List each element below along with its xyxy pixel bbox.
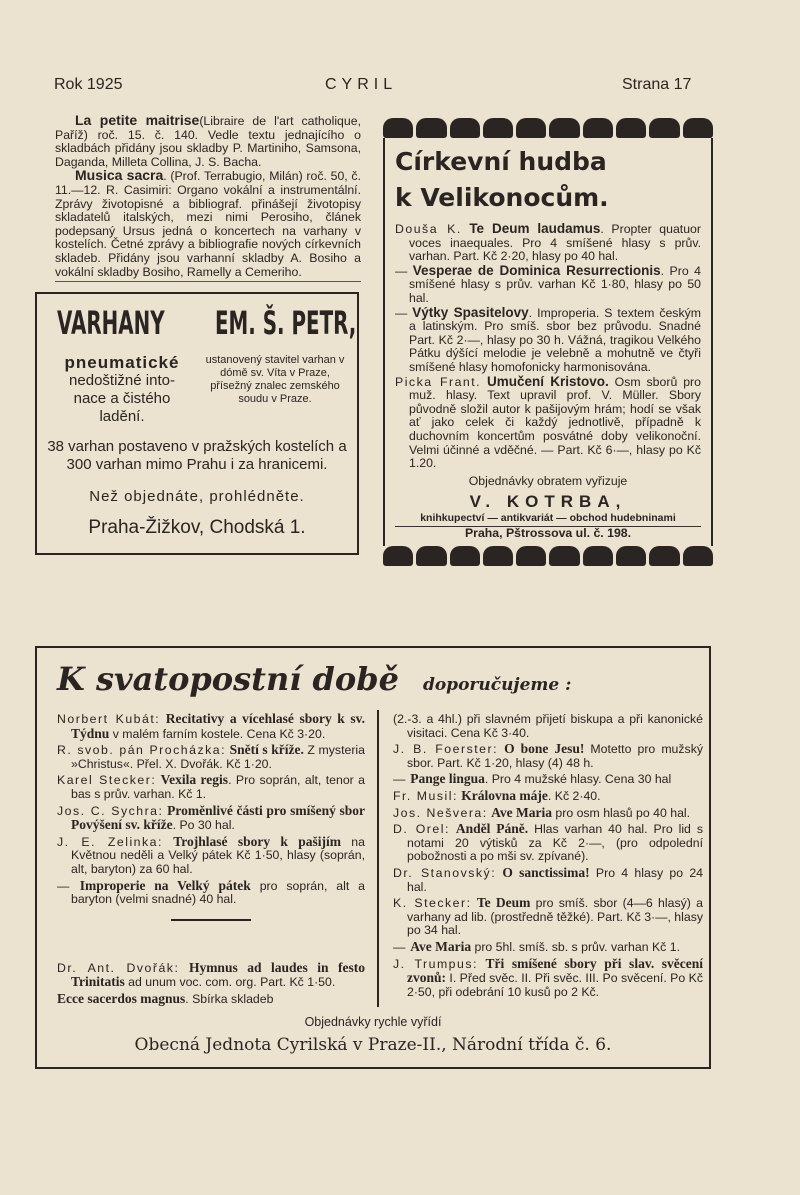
description: pro 5hl. smíš. sb. s prův. varhan Kč 1. [471,939,680,954]
review-title: La petite maitrise [75,112,200,128]
title: Královna máje [461,787,548,803]
author: Dr. Stanovský: [393,865,497,880]
organ-ad [35,292,359,555]
description: . Pro soprán, alt, tenor a bas s prův. varhan. Kč 1. [71,773,366,801]
ad-line: pneumatické [64,353,180,373]
ad-line: nace a čistého [73,390,171,408]
divider [171,919,251,921]
review-title: Musica sacra [75,167,164,184]
description: Motetto pro mužský sbor. Part. Kč 1·20, hlasy (4) 48 h. [407,742,703,770]
list-item: Douša K. Te Deum laudamus. Propter quatuor voces inaequales. Pro 4 smíšené hlasy s prův. varhan. Part. Kč 2·20, hlasy po 40 hal. [395,221,701,264]
list-item [393,789,703,804]
reviews [35,114,361,282]
ad-count: 38 varhan postaveno v pražských kostelích a 300 varhan mimo Prahu i za hranicemi. [47,438,347,474]
author: J. B. Foerster: [393,742,498,757]
ad-credentials: ustanovený stavitel varhan v dómě sv. Víta v Praze, přísežný znalec zemského soudu v Praze. [205,354,345,406]
seller-address: Praha, Pštrossova ul. č. 198. [464,525,632,540]
ad-heading: VARHANY [57,304,165,343]
list-item [393,957,703,1000]
ad-features [47,354,197,426]
ad-heading: EM. Š. PETR, [215,304,357,343]
title: Hymnus ad laudes in festo Trinitatis [71,959,365,990]
ad-subheading: doporučujeme : [422,675,572,695]
author: Jos. Nešvera: [393,805,488,820]
list-item [393,712,703,740]
list-item [57,961,365,990]
lent-ad [35,646,711,1069]
description: . Kč 2·40. [547,788,601,803]
lent-heading-row [37,660,709,698]
list-item [393,940,703,955]
list-item [57,804,365,833]
description: . Po 30 hal. [172,818,235,833]
right-column [383,118,713,566]
title: Pange lingua [410,771,485,787]
author: — [393,939,407,954]
title: Tři smíšené sbory při slav. svěcení zvonů: [407,955,704,986]
description: Z mysteria »Christus«. Přel. X. Dvořák. Kč 1·20. [71,743,365,771]
seller-desc: knihkupectví — antikvariát — obchod hudebninami [395,512,701,527]
list-item [393,806,703,821]
list-item: — Výtky Spasitelovy. Improperia. S textem českým a latinským. Pro smíš. sbor bez průvodu. Snadné Part. Kč 2·—, hlasy po 30 h. Vážná, tragikou Velkého Pátku dýšící melodie je velebně a mohutně ve čtyři smíšené hlasy homofonicky harmonisována. [395,304,701,374]
list-item [57,835,365,877]
list-item [393,772,703,787]
publisher: Obecná Jednota Cyrilská v Praze-II., Národní třída č. 6. [134,1034,612,1055]
author: — [393,772,407,787]
author: Dr. Ant. Dvořák: [57,960,180,975]
description: I. Před svěc. II. Při svěc. III. Po svěcení. Po Kč 2·50, při odebrání 10 kusů po 2 Kč. [407,971,703,999]
description: Hlas varhan 40 hal. Pro lid s notami 20 výtisků za Kč 2·—, (pro odpolední pobožnosti a po mši sv. zpívané). [407,822,703,864]
list-item [393,822,703,864]
left-column [35,114,359,555]
title: Trojhlasé sbory k pašijím [173,833,341,849]
ad-heading: Církevní hudba k Velikonocům. [395,147,609,212]
ad-line: ladění. [99,408,145,426]
description: pro smíš. sbor (4—6 hlasý) a varhany ad lib. (prostředně těžké). Part. Kč 3·—, hlasy po 34 hal. [407,896,703,938]
ad-heading-row [47,304,357,350]
title: Proměnlivé části pro smíšený sbor Povýšení sv. kříže [71,802,365,833]
list-item [57,879,365,907]
list-item: — Vesperae de Dominica Resurrectionis. Pro 4 smíšené hlasy s prův. varhan Kč 1·80, hlasy po 50 hal. [395,262,701,305]
ad-line: nedoštižné into- [69,372,175,390]
order-note: Objednávky rychle vyřídí [304,1014,442,1029]
list-item [57,743,365,771]
description: . Pro 4 mužské hlasy. Cena 30 hal [484,772,672,787]
order-note: Objednávky obratem vyřizuje [468,473,628,488]
list-item [393,896,703,938]
list-item [57,712,365,741]
title: Ecce sacerdos magnus [57,990,186,1006]
list-item [393,742,703,770]
year: Rok 1925 [54,76,123,93]
ornament-border [383,546,713,566]
title: Snětí s kříže. [229,742,304,758]
author: K. Stecker: [393,896,472,911]
author: Norbert Kubát: [57,712,161,726]
description: (2.-3. a 4hl.) při slavném přijetí biskupa a při kanonické visitaci. Cena Kč 3·40. [393,712,703,740]
author: Karel Stecker: [57,773,157,788]
easter-list [395,222,701,540]
title: O bone Jesu! [504,741,585,757]
title: Anděl Páně. [455,821,529,837]
list-item [57,992,365,1007]
description: ad unum voc. com. org. Part. Kč 1·50. [124,975,336,990]
lent-columns [37,710,709,1007]
author: J. Trumpus: [393,956,478,971]
ad-details [47,354,347,426]
title: O sanctissima! [502,864,590,880]
list-item [393,866,703,894]
page-number: Strana 17 [622,76,692,93]
title: Ave Maria [491,804,552,820]
description: pro soprán, alt a baryton (velmi snadné) 40 hal. [71,878,365,907]
author: R. svob. pán Procházka: [57,743,226,758]
easter-ad [383,138,713,546]
lent-right-list [379,710,703,1007]
description: pro osm hlasů po 40 hal. [551,805,691,820]
ad-heading: K svatopostní době [57,660,399,698]
title: Ave Maria [410,938,472,954]
lent-left-list [37,710,379,1007]
title: Vexila regis [160,772,229,788]
author: Fr. Musil: [393,788,458,803]
review-text: (Libraire de l'art catholique, Paříž) roč. 15. č. 140. Vedle textu jednajícího o skladbách přidány jsou skladby P. Martiniho, Samsona, Daganda, Milleta Collina, J. S. Bacha. [55,114,361,169]
journal-title: CYRIL [325,76,398,93]
title: Te Deum [476,895,531,911]
list-item: Picka Frant. Umučení Kristovo. Osm sborů pro muž. hlasy. Text upravil prof. V. Müller. Sbory původně složil autor k pašijovým hrám; hodí se však ať jako celek či každý jednotlivě, případně k duchovním koncertům posvátné doby velikonoční. Velmi účinné a vděčné. — Part. Kč 6·—, hlasy po Kč 1.20. [395,373,701,471]
ornament-border [383,118,713,138]
description: . Sbírka skladeb [185,991,274,1006]
description: v malém farním kostele. Cena Kč 3·20. [109,726,326,741]
title: Improperie na Velký pátek [79,877,251,893]
author: D. Orel: [393,822,450,837]
title: Recitativy a vícehlasé sbory k sv. Týdnu [71,711,365,741]
review-text: . (Prof. Terrabugio, Milán) roč. 50, č. 11.—12. R. Casimiri: Organo vokální a instrumentální. Zprávy životopisné a bibliograf. přinášejí životopisy skladatelů italských, mezi nimi Perosiho, článek podepsaný Ursus jedná o koncertech na varhany v kostelích. Četné zprávy a bibliografie nových církevních skladeb. Přidány jsou varhanní skladby A. Bosiho a vokální skladby Bosiho, Ramelly a Cemeriho. [55,169,361,279]
description: Pro 4 hlasy po 24 hal. [407,865,704,894]
ad-address: Praha-Žižkov, Chodská 1. [88,517,306,539]
description: na Květnou neděli a Velký pátek Kč 1·50, hlasy (soprán, alt, baryton) za 60 hal. [71,834,365,876]
author: — [57,878,71,893]
author: Jos. C. Sychra: [57,803,164,818]
author: J. E. Zelinka: [57,834,163,849]
list-item [57,773,365,801]
seller-name: V. KOTRBA, [469,492,627,512]
ad-call: Než objednáte, prohlédněte. [89,488,305,506]
